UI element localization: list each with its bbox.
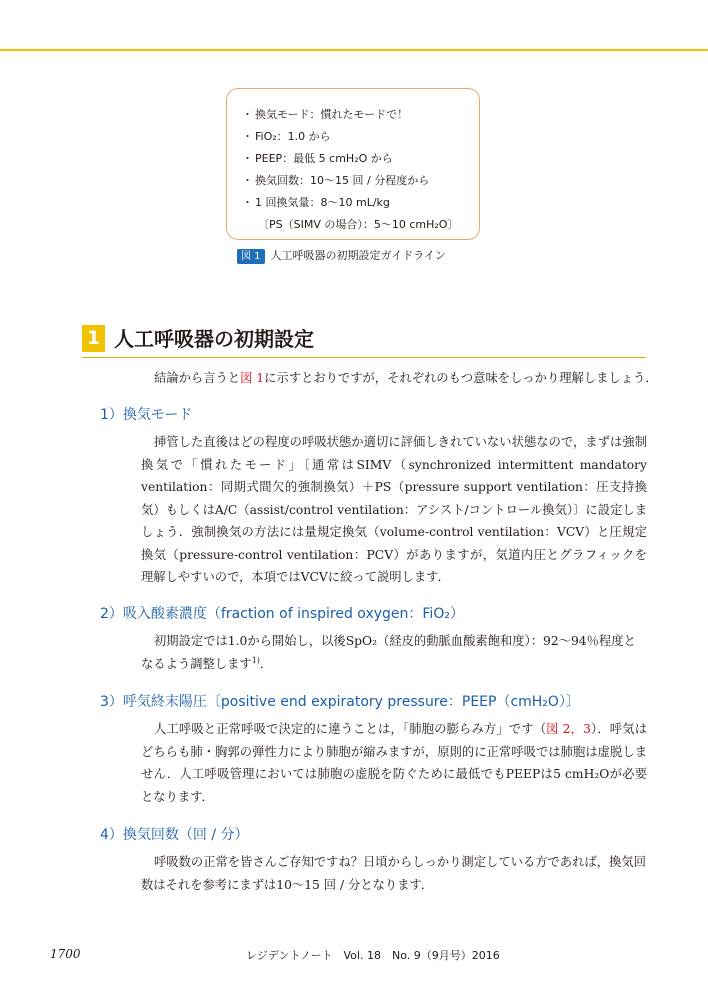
guide-note: 〔PS（SIMV の場合）：5〜10 cmH₂O〕 <box>258 218 459 231</box>
subsection-heading: 4）換気回数（回 / 分） <box>100 827 249 843</box>
figure-tag: 図 1 <box>237 249 265 264</box>
header-rule <box>0 49 708 51</box>
figure-caption-text: 人工呼吸器の初期設定ガイドライン <box>270 249 446 262</box>
guide-item: ・ 換気回数：10〜15 回 / 分程度から <box>242 174 430 187</box>
guide-item: ・ 1 回換気量：8〜10 mL/kg <box>242 196 390 209</box>
section-intro: 結論から言うと図 1に示すとおりですが，それぞれのもつ意味をしっかり理解しましょう． <box>154 371 658 385</box>
journal-info: レジデントノート Vol. 18 No. 9（9月号）2016 <box>246 949 500 962</box>
figure-ref[interactable]: 図 1 <box>240 371 265 385</box>
subsection-text: 呼吸数の正常を皆さんご存知ですね？日頃からしっかり測定している方であれば，換気回数はそれを参考にまずは10〜15 回 / 分となります． <box>141 855 646 892</box>
guide-item: ・ 換気モード：慣れたモードで！ <box>242 108 409 121</box>
guide-item: ・ FiO₂：1.0 から <box>242 130 331 143</box>
section-number: 1 <box>82 325 105 352</box>
subsection-heading: 3）呼気終末陽圧〔positive end expiratory pressure：PEEP（cmH₂O）〕 <box>100 694 580 710</box>
subsection-heading: 1）換気モード <box>100 407 193 423</box>
page-number: 1700 <box>50 947 81 961</box>
section-heading <box>82 323 646 358</box>
figure-ref[interactable]: 図 2，3 <box>546 722 591 736</box>
subsection-text: 人工呼吸と正常呼吸で決定的に違うことは，「肺胞の膨らみ方」です（図 2，3）．呼気はどちらも肺・胸郭の弾性力により肺胞が縮みますが，原則的に正常呼吸では肺胞は虚脱しません．人工呼吸管理においては肺胞の虚脱を防ぐために最低でもPEEPは5 cmH₂Oが必要となります． <box>141 722 647 804</box>
guide-item: ・ PEEP：最低 5 cmH₂O から <box>242 152 393 165</box>
subsection-heading: 2）吸入酸素濃度（fraction of inspired oxygen：FiO₂） <box>100 606 464 622</box>
figure-1-caption <box>237 248 446 264</box>
figure-1-box <box>226 88 480 240</box>
subsection-text: 初期設定では1.0から開始し，以後SpO₂（経皮的動脈血酸素飽和度）：92〜94％程度となるよう調整します$^{1)}$． <box>141 634 636 671</box>
subsection-text: 挿管した直後はどの程度の呼吸状態か適切に評価しきれていない状態なので，まずは強制換気で「慣れたモード」〔通常はSIMV（synchronized intermittent mandatory ventilation：同期式間欠的強制換気）＋PS（pressure support ventilation：圧支持換気）もしくはA/C（assist/control ventilation：アシスト/コントロール換気）〕に設定しましょう．強制換気の方法には量規定換気（volume-control ventilation：VCV）と圧規定換気（pressure-control ventilation：PCV）がありますが，気道内圧とグラフィックを理解しやすいので，本項ではVCVに絞って説明します． <box>141 435 647 584</box>
section-title: 人工呼吸器の初期設定 <box>114 327 314 351</box>
